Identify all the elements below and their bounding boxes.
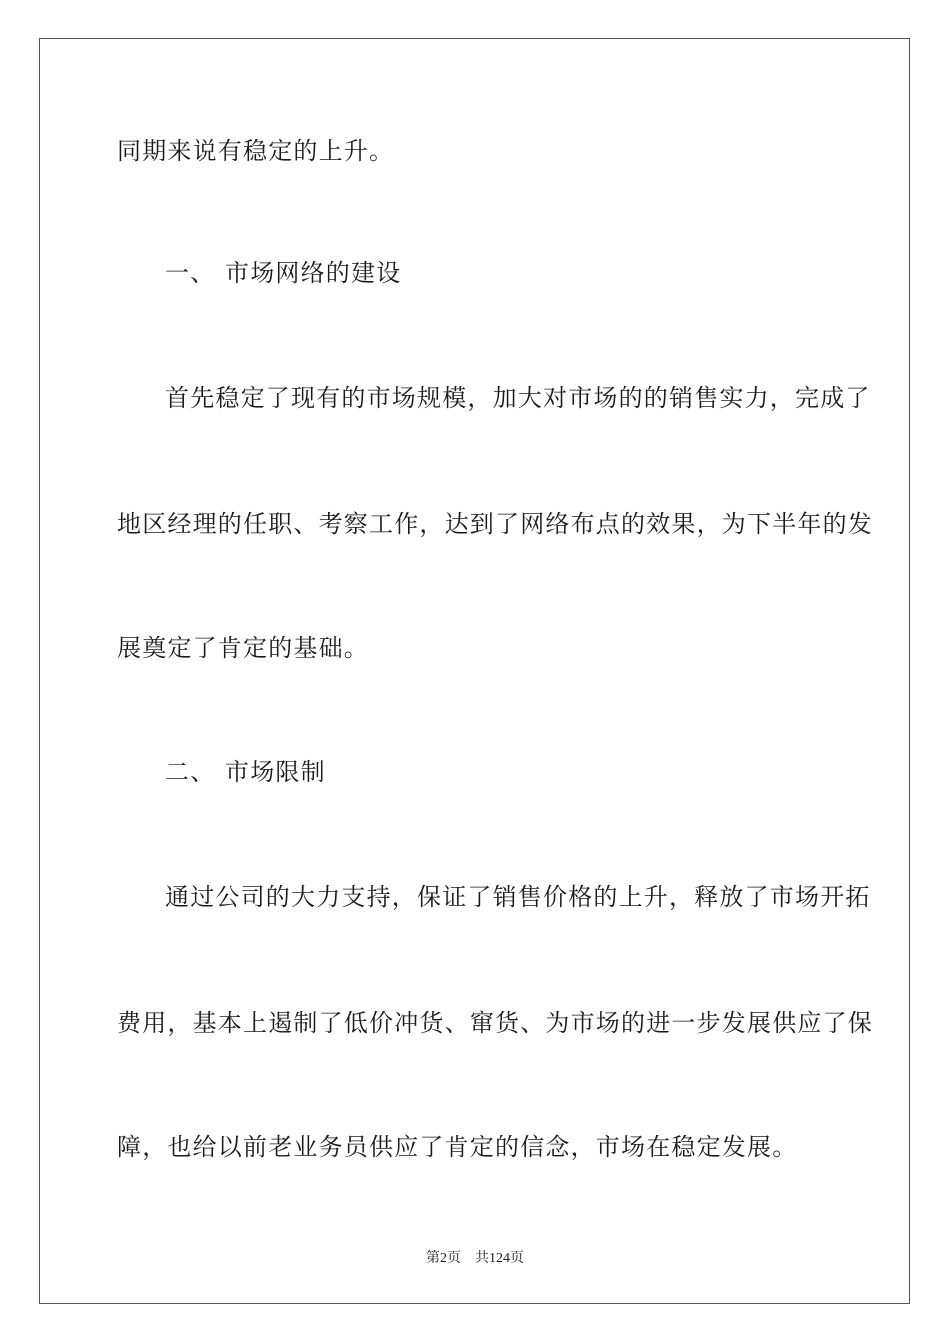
paragraph-line: 首先稳定了现有的市场规模，加大对市场的的销售实力，完成了 xyxy=(165,384,871,412)
paragraph-line: 地区经理的任职、考察工作，达到了网络布点的效果，为下半年的发 xyxy=(117,510,873,538)
heading-title: 市场限制 xyxy=(225,758,326,786)
section-heading-2 xyxy=(165,757,326,787)
heading-number: 二、 xyxy=(165,758,216,786)
page-total: 共124页 xyxy=(475,1251,524,1266)
page-number: 第2页 xyxy=(426,1251,461,1266)
section-heading-1 xyxy=(165,258,401,288)
heading-title: 市场网络的建设 xyxy=(225,259,402,287)
page-footer xyxy=(0,1250,950,1268)
heading-number: 一、 xyxy=(165,259,216,287)
paragraph-line: 费用，基本上遏制了低价冲货、窜货、为市场的进一步发展供应了保 xyxy=(117,1009,873,1037)
paragraph-line: 障，也给以前老业务员供应了肯定的信念，市场在稳定发展。 xyxy=(117,1133,798,1161)
paragraph-line: 同期来说有稳定的上升。 xyxy=(117,137,395,165)
paragraph-line: 通过公司的大力支持，保证了销售价格的上升，释放了市场开拓 xyxy=(165,883,871,911)
page-border xyxy=(39,38,910,1304)
paragraph-line: 展奠定了肯定的基础。 xyxy=(117,634,369,662)
